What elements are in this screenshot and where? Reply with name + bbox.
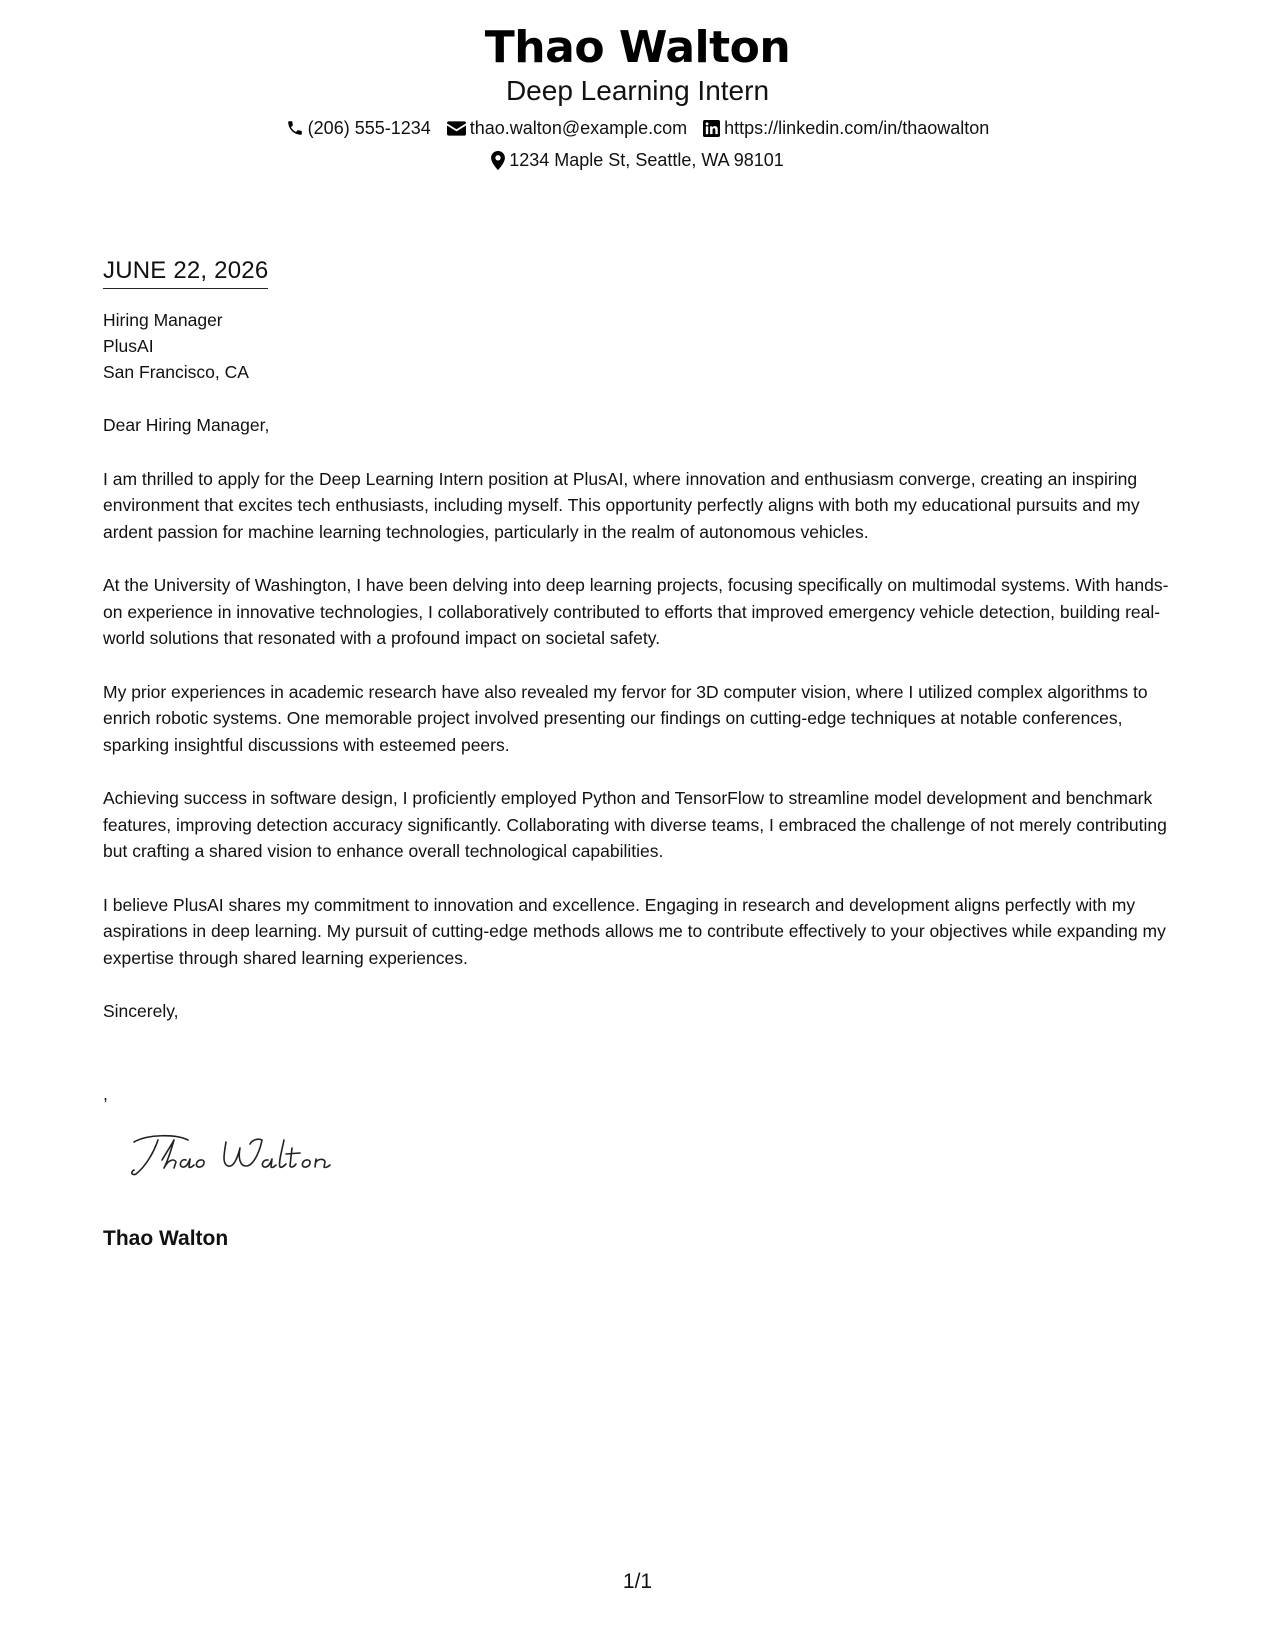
recipient-location: San Francisco, CA [103, 362, 249, 382]
email-address[interactable]: thao.walton@example.com [469, 118, 688, 138]
closing: Sincerely, [103, 1001, 179, 1021]
paragraph-3: My prior experiences in academic research have also revealed my fervor for 3D computer vision, where I utilized complex algorithms to enrich robotic systems. One memorable project involved presenting our findings on cutting-edge techniques at notable conferences, sparking insightful discussions with esteemed peers. [103, 681, 1148, 755]
comma-line: , [103, 1084, 108, 1104]
applicant-name: Thao Walton [484, 22, 791, 73]
salutation: Dear Hiring Manager, [103, 415, 270, 435]
linkedin-url[interactable]: https://linkedin.com/in/thaowalton [724, 118, 990, 138]
recipient-block [103, 307, 1173, 385]
recipient-company: PlusAI [103, 336, 154, 356]
letter-body [103, 256, 1173, 1025]
phone-icon [286, 119, 304, 137]
envelope-icon [447, 121, 466, 136]
linkedin-icon [703, 120, 720, 137]
street-address: 1234 Maple St, Seattle, WA 98101 [509, 150, 784, 170]
address-row [0, 148, 1275, 172]
contact-row [0, 116, 1275, 140]
phone-number: (206) 555-1234 [307, 118, 431, 138]
paragraph-4: Achieving success in software design, I proficiently employed Python and TensorFlow to streamline model development and benchmark features, improving detection accuracy significantly. Collaborating with diverse teams, I embraced the challenge of not merely contributing but crafting a shared vision to enhance overall technological capabilities. [103, 788, 1167, 861]
phone-contact [286, 116, 431, 140]
signed-name: Thao Walton [103, 1227, 229, 1250]
letter-header [0, 22, 1275, 172]
map-pin-icon [491, 151, 505, 170]
page-number: 1/1 [622, 1570, 653, 1593]
linkedin-contact[interactable] [703, 116, 989, 140]
handwritten-signature [128, 1130, 338, 1186]
email-contact[interactable] [447, 116, 687, 140]
applicant-role: Deep Learning Intern [505, 75, 770, 106]
address-contact [491, 148, 784, 172]
paragraph-1: I am thrilled to apply for the Deep Learning Intern position at PlusAI, where innovation and enthusiasm converge, creating an inspiring environment that excites tech enthusiasts, including myself. This opportunity perfectly aligns with both my educational pursuits and my ardent passion for machine learning technologies, particularly in the realm of autonomous vehicles. [103, 468, 1140, 542]
letter-date: JUNE 22, 2026 [103, 256, 268, 289]
paragraph-5: I believe PlusAI shares my commitment to innovation and excellence. Engaging in research and development aligns perfectly with my aspirations in deep learning. My pursuit of cutting-edge methods allows me to contribute effectively to your objectives while expanding my expertise through shared learning experiences. [103, 894, 1166, 968]
recipient-title: Hiring Manager [103, 310, 223, 330]
paragraph-2: At the University of Washington, I have been delving into deep learning projects, focusing specifically on multimodal systems. With hands-on experience in innovative technologies, I collaboratively contributed to efforts that improved emergency vehicle detection, building real-world solutions that resonated with a profound impact on societal safety. [103, 575, 1169, 648]
